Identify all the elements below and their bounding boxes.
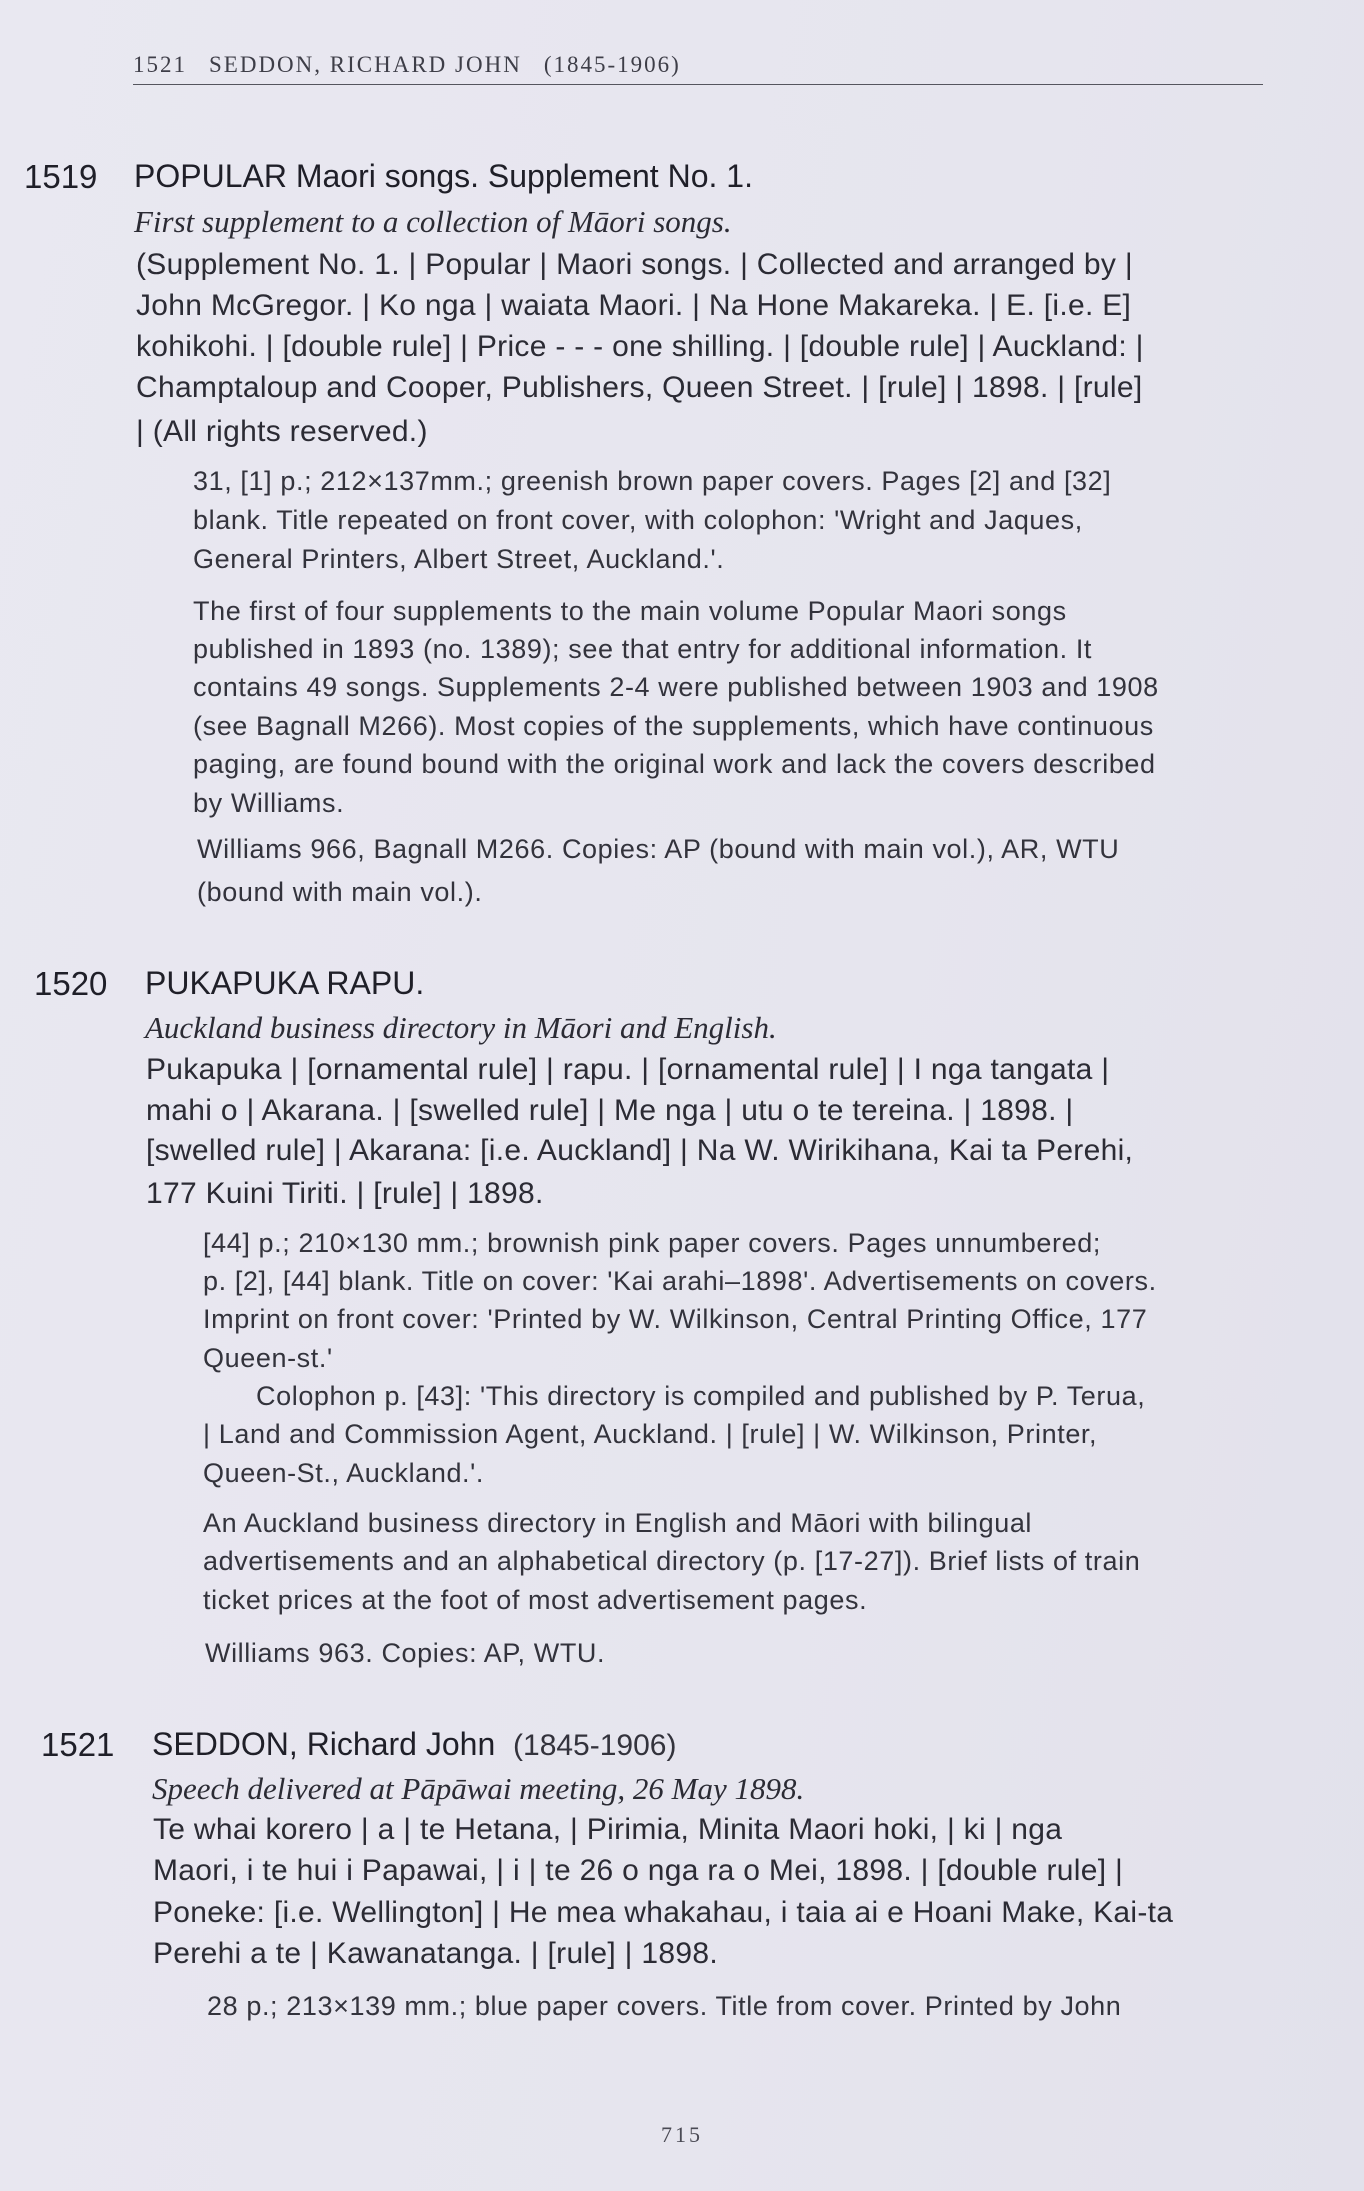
note-line: advertisements and an alphabetical directory (p. [17-27]). Brief lists of train: [203, 1546, 1141, 1576]
transcription-line: (Supplement No. 1. | Popular | Maori songs. | Collected and arranged by |: [136, 248, 1133, 281]
entry-title: Auckland business directory in Māori and English.: [145, 1010, 777, 1045]
note-line: | Land and Commission Agent, Auckland. | [rule] | W. Wilkinson, Printer,: [203, 1419, 1098, 1449]
entry-heading: PUKAPUKA RAPU.: [145, 965, 425, 1001]
running-head: [133, 52, 1263, 85]
transcription-line: kohikohi. | [double rule] | Price - - - one shilling. | [double rule] | Auckland: |: [136, 330, 1144, 363]
note-line: paging, are found bound with the original work and lack the covers described: [193, 749, 1156, 779]
transcription-line: | (All rights reserved.): [136, 415, 428, 448]
note-line: Williams 963. Copies: AP, WTU.: [205, 1638, 606, 1668]
entry-heading-dates: (1845-1906): [513, 1729, 677, 1762]
transcription-line: Te whai korero | a | te Hetana, | Pirimia, Minita Maori hoki, | ki | nga: [153, 1813, 1063, 1846]
transcription-line: mahi o | Akarana. | [swelled rule] | Me nga | utu o te tereina. | 1898. |: [146, 1094, 1074, 1127]
entry-title: Speech delivered at Pāpāwai meeting, 26 May 1898.: [152, 1771, 805, 1806]
entry-heading-name: SEDDON, Richard John: [152, 1726, 496, 1762]
transcription-line: [swelled rule] | Akarana: [i.e. Auckland] | Na W. Wirikihana, Kai ta Perehi,: [146, 1134, 1134, 1167]
note-line: Queen-st.': [203, 1343, 333, 1373]
transcription-line: Pukapuka | [ornamental rule] | rapu. | [ornamental rule] | I nga tangata |: [146, 1053, 1110, 1086]
entry-title: First supplement to a collection of Māori songs.: [134, 204, 732, 239]
note-line: 31, [1] p.; 212×137mm.; greenish brown paper covers. Pages [2] and [32]: [193, 466, 1112, 496]
note-line: Colophon p. [43]: 'This directory is compiled and published by P. Terua,: [256, 1381, 1146, 1411]
transcription-line: Champtaloup and Cooper, Publishers, Queen Street. | [rule] | 1898. | [rule]: [136, 371, 1143, 404]
entry-heading: POPULAR Maori songs. Supplement No. 1.: [134, 158, 753, 194]
note-line: p. [2], [44] blank. Title on cover: 'Kai arahi–1898'. Advertisements on covers.: [203, 1266, 1157, 1296]
note-line: 28 p.; 213×139 mm.; blue paper covers. Title from cover. Printed by John: [207, 1991, 1122, 2021]
note-line: (see Bagnall M266). Most copies of the supplements, which have continuous: [193, 711, 1154, 741]
note-line: Imprint on front cover: 'Printed by W. Wilkinson, Central Printing Office, 177: [203, 1304, 1148, 1334]
transcription-line: Poneke: [i.e. Wellington] | He mea whakahau, i taia ai e Hoani Make, Kai-ta: [153, 1896, 1174, 1929]
entry-number: 1520: [34, 965, 108, 1002]
entry-number: 1521: [41, 1726, 115, 1763]
page-number: 715: [661, 2122, 703, 2147]
note-line: contains 49 songs. Supplements 2-4 were published between 1903 and 1908: [193, 672, 1159, 702]
transcription-line: Perehi a te | Kawanatanga. | [rule] | 1898.: [153, 1937, 718, 1970]
transcription-line: Maori, i te hui i Papawai, | i | te 26 o nga ra o Mei, 1898. | [double rule] |: [153, 1854, 1124, 1887]
note-line: (bound with main vol.).: [197, 877, 483, 907]
note-line: published in 1893 (no. 1389); see that entry for additional information. It: [193, 634, 1093, 664]
transcription-line: John McGregor. | Ko nga | waiata Maori. | Na Hone Makareka. | E. [i.e. E]: [136, 289, 1132, 322]
note-line: The first of four supplements to the main volume Popular Maori songs: [193, 596, 1067, 626]
note-line: Williams 966, Bagnall M266. Copies: AP (bound with main vol.), AR, WTU: [197, 834, 1120, 864]
note-line: [44] p.; 210×130 mm.; brownish pink paper covers. Pages unnumbered;: [203, 1228, 1101, 1258]
transcription-line: 177 Kuini Tiriti. | [rule] | 1898.: [146, 1177, 544, 1210]
note-line: An Auckland business directory in English and Māori with bilingual: [203, 1508, 1033, 1538]
entry-heading: [152, 1726, 676, 1763]
running-head-name: SEDDON, RICHARD JOHN: [209, 52, 522, 77]
note-line: Queen-St., Auckland.'.: [203, 1458, 485, 1488]
running-head-dates: (1845-1906): [543, 52, 681, 77]
note-line: blank. Title repeated on front cover, with colophon: 'Wright and Jaques,: [193, 505, 1083, 535]
note-line: General Printers, Albert Street, Auckland.'.: [193, 544, 725, 574]
entry-number: 1519: [24, 158, 98, 195]
note-line: by Williams.: [193, 788, 345, 818]
running-head-number: 1521: [133, 52, 187, 77]
note-line: ticket prices at the foot of most advertisement pages.: [203, 1585, 868, 1615]
